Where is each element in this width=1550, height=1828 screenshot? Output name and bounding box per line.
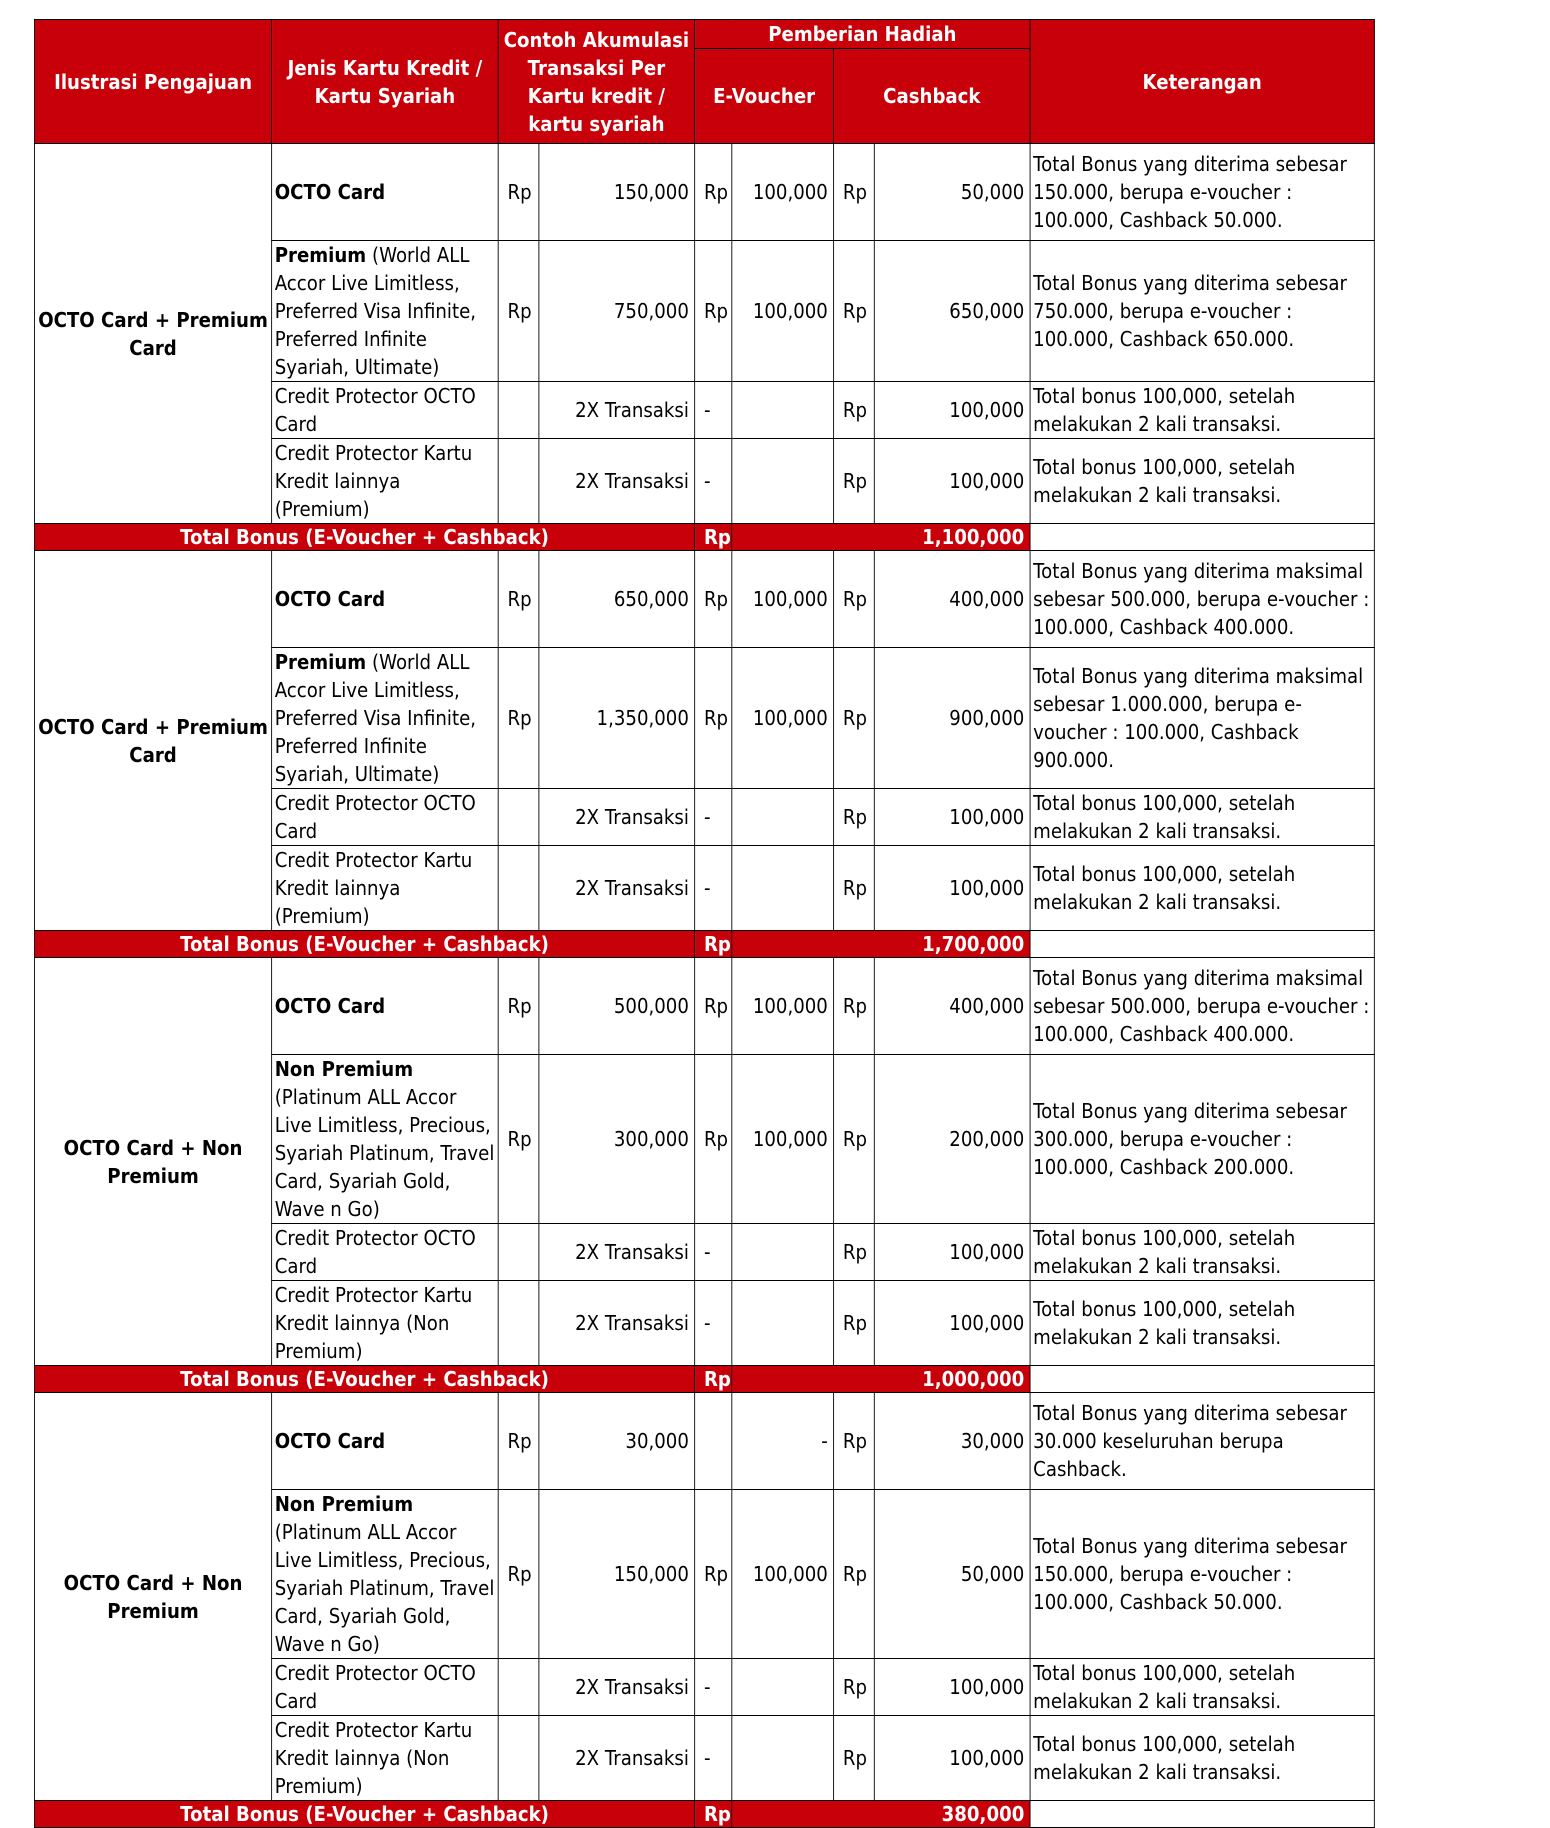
group-label: OCTO Card + Non Premium — [34, 958, 271, 1366]
cashback-amount: 50,000 — [874, 1490, 1030, 1659]
evoucher-currency: - — [695, 846, 732, 931]
keterangan-text: Total bonus 100,000, setelah melakukan 2 kali transaksi. — [1030, 846, 1374, 931]
card-type-name: OCTO Card — [274, 587, 386, 611]
total-bonus-row — [34, 1801, 1374, 1828]
cashback-amount: 400,000 — [874, 958, 1030, 1055]
keterangan-text: Total Bonus yang diterima sebesar 300.000, berupa e-voucher : 100.000, Cashback 200.000. — [1030, 1055, 1374, 1224]
cashback-currency: Rp — [834, 789, 875, 846]
header-keterangan: Keterangan — [1030, 20, 1374, 144]
cashback-currency: Rp — [834, 1055, 875, 1224]
keterangan-text: Total bonus 100,000, setelah melakukan 2 kali transaksi. — [1030, 1716, 1374, 1801]
transaction-amount: 2X Transaksi — [539, 1716, 695, 1801]
evoucher-currency: - — [695, 1224, 732, 1281]
transaction-amount: 2X Transaksi — [539, 1224, 695, 1281]
card-type-cell — [272, 551, 499, 648]
cashback-currency: Rp — [834, 1281, 875, 1366]
evoucher-currency: Rp — [695, 648, 732, 789]
card-type-cell — [272, 1716, 499, 1801]
evoucher-currency: - — [695, 1281, 732, 1366]
keterangan-text: Total Bonus yang diterima maksimal sebesar 500.000, berupa e-voucher : 100.000, Cashback 400.000. — [1030, 551, 1374, 648]
evoucher-amount: 100,000 — [732, 551, 834, 648]
cashback-currency: Rp — [834, 144, 875, 241]
transaction-amount: 2X Transaksi — [539, 439, 695, 524]
card-type-cell — [272, 1055, 499, 1224]
total-bonus-blank-cell — [1030, 931, 1374, 958]
transaction-amount: 650,000 — [539, 551, 695, 648]
total-bonus-row — [34, 1366, 1374, 1393]
keterangan-text: Total Bonus yang diterima sebesar 150.000, berupa e-voucher : 100.000, Cashback 50.000. — [1030, 1490, 1374, 1659]
total-bonus-label: Total Bonus (E-Voucher + Cashback) — [34, 1801, 694, 1828]
transaction-currency: Rp — [498, 648, 539, 789]
transaction-currency — [498, 382, 539, 439]
card-type-detail: Credit Protector OCTO Card — [274, 1661, 476, 1713]
card-type-cell — [272, 958, 499, 1055]
total-bonus-label: Total Bonus (E-Voucher + Cashback) — [34, 931, 694, 958]
evoucher-currency: - — [695, 382, 732, 439]
card-type-detail: (Platinum ALL Accor Live Limitless, Precious, Syariah Platinum, Travel Card, Syariah Gold, Wave n Go) — [274, 1085, 495, 1221]
cashback-amount: 400,000 — [874, 551, 1030, 648]
transaction-currency — [498, 846, 539, 931]
total-bonus-label: Total Bonus (E-Voucher + Cashback) — [34, 1366, 694, 1393]
card-type-detail: Credit Protector Kartu Kredit lainnya (Premium) — [274, 848, 473, 928]
total-bonus-value: 1,000,000 — [732, 1366, 1030, 1393]
keterangan-text: Total bonus 100,000, setelah melakukan 2 kali transaksi. — [1030, 382, 1374, 439]
transaction-amount: 30,000 — [539, 1393, 695, 1490]
card-type-detail: (Platinum ALL Accor Live Limitless, Precious, Syariah Platinum, Travel Card, Syariah Gold, Wave n Go) — [274, 1520, 495, 1656]
evoucher-amount — [732, 1281, 834, 1366]
transaction-amount: 2X Transaksi — [539, 382, 695, 439]
transaction-amount: 2X Transaksi — [539, 1281, 695, 1366]
transaction-currency — [498, 1716, 539, 1801]
card-type-detail: Credit Protector Kartu Kredit lainnya (Premium) — [274, 441, 473, 521]
evoucher-amount: 100,000 — [732, 241, 834, 382]
transaction-currency: Rp — [498, 1055, 539, 1224]
evoucher-currency — [695, 1393, 732, 1490]
card-type-detail: Credit Protector Kartu Kredit lainnya (Non Premium) — [274, 1718, 473, 1798]
cashback-amount: 900,000 — [874, 648, 1030, 789]
header-ilustrasi: Ilustrasi Pengajuan — [34, 20, 271, 144]
transaction-currency: Rp — [498, 241, 539, 382]
evoucher-currency: Rp — [695, 1490, 732, 1659]
evoucher-currency: Rp — [695, 144, 732, 241]
card-type-detail: (World ALL Accor Live Limitless, Preferred Visa Infinite, Preferred Infinite Syariah, Ultimate) — [274, 243, 477, 379]
card-type-cell — [272, 1490, 499, 1659]
card-type-cell — [272, 382, 499, 439]
card-type-name: Non Premium — [274, 1057, 414, 1081]
cashback-amount: 30,000 — [874, 1393, 1030, 1490]
keterangan-text: Total Bonus yang diterima maksimal sebesar 1.000.000, berupa e-voucher : 100.000, Cashback 900.000. — [1030, 648, 1374, 789]
cashback-currency: Rp — [834, 648, 875, 789]
table-header — [34, 20, 1374, 144]
table-row — [34, 551, 1374, 648]
transaction-currency — [498, 1659, 539, 1716]
header-contoh-akumulasi: Contoh Akumulasi Transaksi Per Kartu kredit / kartu syariah — [498, 20, 694, 144]
cashback-amount: 50,000 — [874, 144, 1030, 241]
total-bonus-currency: Rp — [695, 931, 732, 958]
total-bonus-label: Total Bonus (E-Voucher + Cashback) — [34, 524, 694, 551]
table-row — [34, 958, 1374, 1055]
transaction-currency — [498, 439, 539, 524]
transaction-currency: Rp — [498, 1393, 539, 1490]
cashback-amount: 650,000 — [874, 241, 1030, 382]
group-label: OCTO Card + Premium Card — [34, 144, 271, 524]
evoucher-amount — [732, 1659, 834, 1716]
table-row — [34, 1393, 1374, 1490]
transaction-amount: 2X Transaksi — [539, 1659, 695, 1716]
keterangan-text: Total Bonus yang diterima maksimal sebesar 500.000, berupa e-voucher : 100.000, Cashback 400.000. — [1030, 958, 1374, 1055]
total-bonus-value: 1,100,000 — [732, 524, 1030, 551]
header-evoucher: E-Voucher — [695, 49, 834, 144]
total-bonus-currency: Rp — [695, 1366, 732, 1393]
card-type-name: OCTO Card — [274, 180, 386, 204]
card-type-cell — [272, 846, 499, 931]
cashback-currency: Rp — [834, 1490, 875, 1659]
transaction-currency: Rp — [498, 1490, 539, 1659]
card-type-detail: Credit Protector Kartu Kredit lainnya (Non Premium) — [274, 1283, 473, 1363]
evoucher-amount — [732, 846, 834, 931]
evoucher-currency: - — [695, 789, 732, 846]
evoucher-amount: 100,000 — [732, 1055, 834, 1224]
evoucher-currency: Rp — [695, 958, 732, 1055]
card-type-cell — [272, 1281, 499, 1366]
transaction-currency: Rp — [498, 958, 539, 1055]
evoucher-amount: 100,000 — [732, 958, 834, 1055]
cashback-amount: 100,000 — [874, 1659, 1030, 1716]
transaction-amount: 1,350,000 — [539, 648, 695, 789]
transaction-currency: Rp — [498, 551, 539, 648]
card-type-cell — [272, 789, 499, 846]
card-type-name: OCTO Card — [274, 1429, 386, 1453]
cashback-amount: 100,000 — [874, 846, 1030, 931]
header-cashback: Cashback — [834, 49, 1030, 144]
cashback-currency: Rp — [834, 846, 875, 931]
card-type-name: OCTO Card — [274, 994, 386, 1018]
group-label: OCTO Card + Premium Card — [34, 551, 271, 931]
keterangan-text: Total bonus 100,000, setelah melakukan 2 kali transaksi. — [1030, 1659, 1374, 1716]
transaction-amount: 2X Transaksi — [539, 789, 695, 846]
cashback-currency: Rp — [834, 1716, 875, 1801]
card-type-cell — [272, 1659, 499, 1716]
cashback-currency: Rp — [834, 958, 875, 1055]
cashback-currency: Rp — [834, 1224, 875, 1281]
card-type-detail: Credit Protector OCTO Card — [274, 384, 476, 436]
transaction-amount: 2X Transaksi — [539, 846, 695, 931]
bonus-illustration-table — [34, 19, 1375, 1828]
total-bonus-row — [34, 931, 1374, 958]
card-type-detail: Credit Protector OCTO Card — [274, 791, 476, 843]
keterangan-text: Total bonus 100,000, setelah melakukan 2 kali transaksi. — [1030, 439, 1374, 524]
total-bonus-row — [34, 524, 1374, 551]
evoucher-amount — [732, 382, 834, 439]
evoucher-currency: Rp — [695, 1055, 732, 1224]
card-type-name: Premium — [274, 650, 367, 674]
transaction-amount: 150,000 — [539, 144, 695, 241]
total-bonus-blank-cell — [1030, 1366, 1374, 1393]
cashback-amount: 200,000 — [874, 1055, 1030, 1224]
keterangan-text: Total Bonus yang diterima sebesar 150.000, berupa e-voucher : 100.000, Cashback 50.000. — [1030, 144, 1374, 241]
transaction-currency — [498, 1281, 539, 1366]
transaction-currency — [498, 1224, 539, 1281]
evoucher-amount: - — [732, 1393, 834, 1490]
evoucher-amount: 100,000 — [732, 144, 834, 241]
total-bonus-blank-cell — [1030, 524, 1374, 551]
evoucher-currency: Rp — [695, 551, 732, 648]
cashback-amount: 100,000 — [874, 1281, 1030, 1366]
table-body — [34, 144, 1374, 1828]
cashback-amount: 100,000 — [874, 789, 1030, 846]
cashback-currency: Rp — [834, 382, 875, 439]
evoucher-currency: - — [695, 1716, 732, 1801]
evoucher-amount — [732, 439, 834, 524]
card-type-name: Non Premium — [274, 1492, 414, 1516]
card-type-cell — [272, 1393, 499, 1490]
keterangan-text: Total bonus 100,000, setelah melakukan 2 kali transaksi. — [1030, 1224, 1374, 1281]
transaction-currency: Rp — [498, 144, 539, 241]
cashback-currency: Rp — [834, 439, 875, 524]
cashback-amount: 100,000 — [874, 439, 1030, 524]
cashback-currency: Rp — [834, 1659, 875, 1716]
cashback-amount: 100,000 — [874, 1716, 1030, 1801]
card-type-cell — [272, 241, 499, 382]
header-pemberian-hadiah: Pemberian Hadiah — [695, 20, 1030, 49]
transaction-amount: 750,000 — [539, 241, 695, 382]
keterangan-text: Total bonus 100,000, setelah melakukan 2 kali transaksi. — [1030, 789, 1374, 846]
total-bonus-currency: Rp — [695, 524, 732, 551]
total-bonus-value: 1,700,000 — [732, 931, 1030, 958]
keterangan-text: Total Bonus yang diterima sebesar 30.000 keseluruhan berupa Cashback. — [1030, 1393, 1374, 1490]
cashback-currency: Rp — [834, 241, 875, 382]
transaction-amount: 300,000 — [539, 1055, 695, 1224]
cashback-amount: 100,000 — [874, 382, 1030, 439]
keterangan-text: Total bonus 100,000, setelah melakukan 2 kali transaksi. — [1030, 1281, 1374, 1366]
card-type-cell — [272, 648, 499, 789]
card-type-detail: Credit Protector OCTO Card — [274, 1226, 476, 1278]
group-label: OCTO Card + Non Premium — [34, 1393, 271, 1801]
table-row — [34, 144, 1374, 241]
transaction-currency — [498, 789, 539, 846]
transaction-amount: 150,000 — [539, 1490, 695, 1659]
total-bonus-value: 380,000 — [732, 1801, 1030, 1828]
cashback-amount: 100,000 — [874, 1224, 1030, 1281]
evoucher-currency: Rp — [695, 241, 732, 382]
evoucher-currency: - — [695, 1659, 732, 1716]
total-bonus-currency: Rp — [695, 1801, 732, 1828]
evoucher-amount — [732, 1716, 834, 1801]
card-type-cell — [272, 439, 499, 524]
keterangan-text: Total Bonus yang diterima sebesar 750.000, berupa e-voucher : 100.000, Cashback 650.000. — [1030, 241, 1374, 382]
cashback-currency: Rp — [834, 551, 875, 648]
card-type-detail: (World ALL Accor Live Limitless, Preferred Visa Infinite, Preferred Infinite Syariah, Ultimate) — [274, 650, 477, 786]
card-type-name: Premium — [274, 243, 367, 267]
transaction-amount: 500,000 — [539, 958, 695, 1055]
evoucher-amount — [732, 1224, 834, 1281]
cashback-currency: Rp — [834, 1393, 875, 1490]
total-bonus-blank-cell — [1030, 1801, 1374, 1828]
card-type-cell — [272, 144, 499, 241]
evoucher-currency: - — [695, 439, 732, 524]
header-jenis-kartu: Jenis Kartu Kredit / Kartu Syariah — [272, 20, 499, 144]
card-type-cell — [272, 1224, 499, 1281]
evoucher-amount: 100,000 — [732, 648, 834, 789]
bonus-table-container — [34, 19, 1374, 1828]
evoucher-amount: 100,000 — [732, 1490, 834, 1659]
evoucher-amount — [732, 789, 834, 846]
